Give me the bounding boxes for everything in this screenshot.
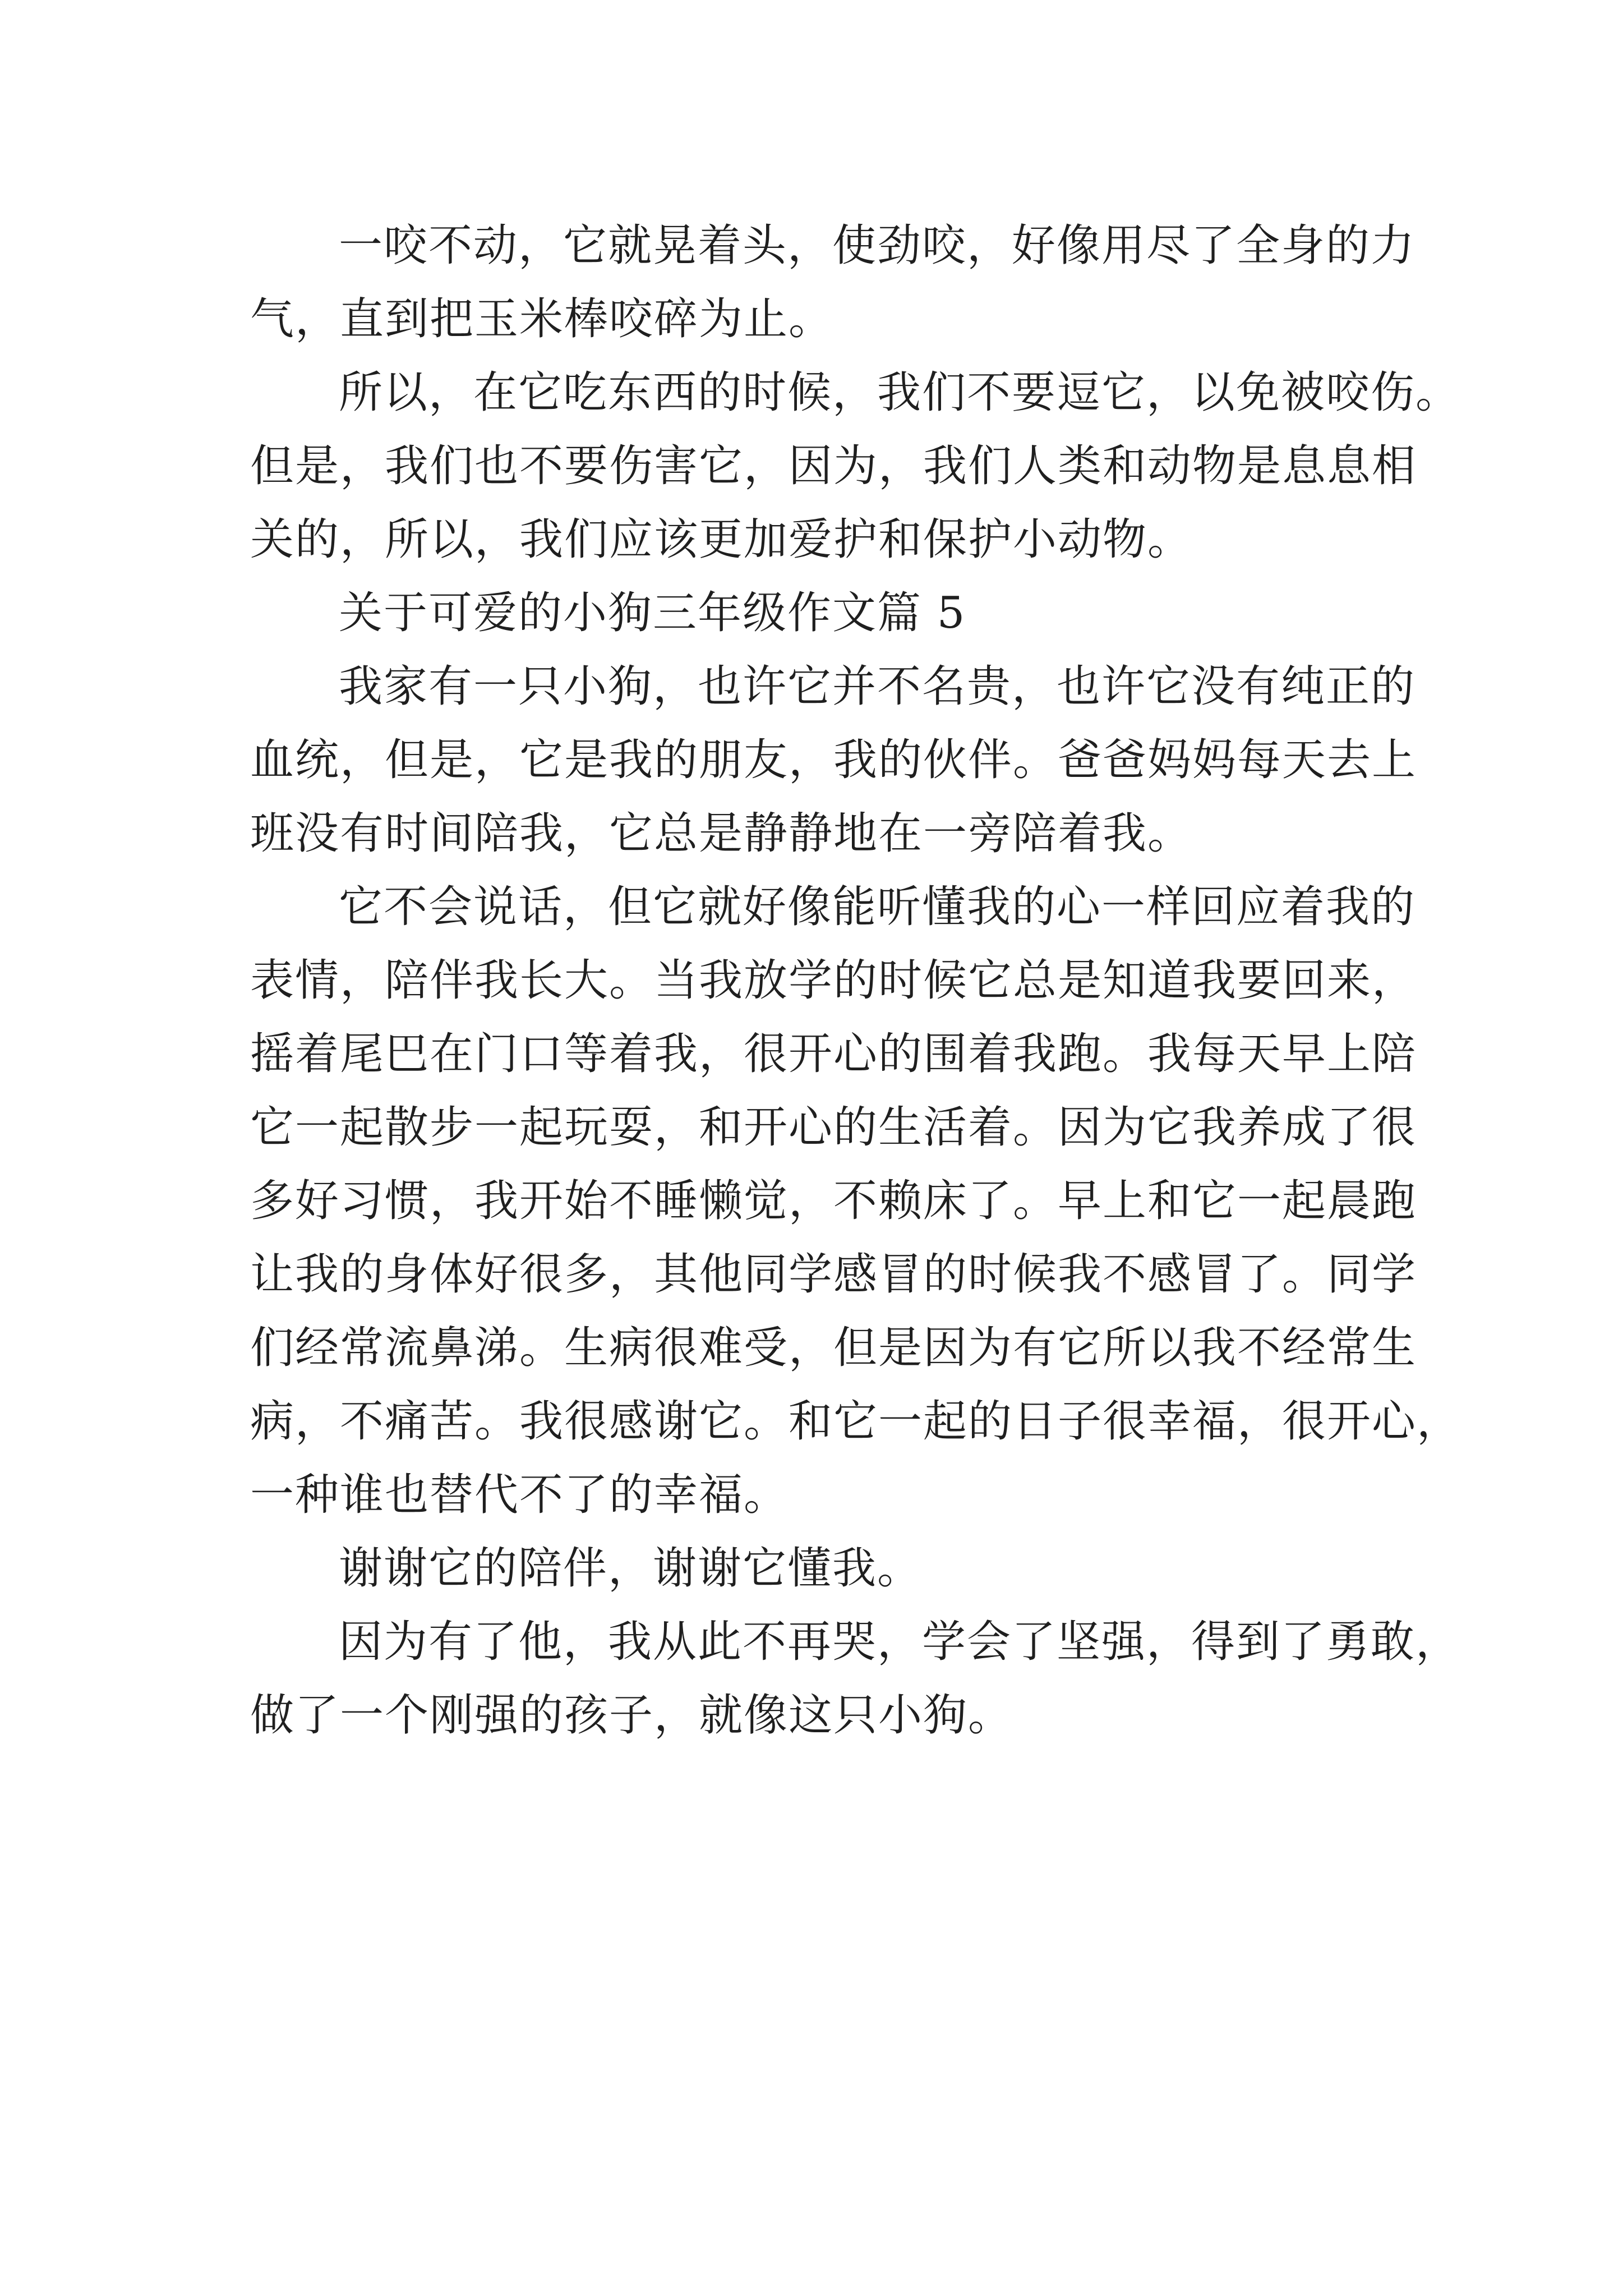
text-line: 一种谁也替代不了的幸福。 [250,1470,789,1520]
text-line: 摇着尾巴在门口等着我，很开心的围着我跑。我每天早上陪 [250,1029,1417,1079]
text-line: 关的，所以，我们应该更加爱护和保护小动物。 [250,514,1193,565]
text-line: 气，直到把玉米棒咬碎为止。 [250,294,834,344]
text-line: 一咬不动，它就晃着头，使劲咬，好像用尽了全身的力 [339,220,1416,271]
text-line: 谢谢它的陪伴，谢谢它懂我。 [339,1543,923,1594]
text-line: 表情，陪伴我长大。当我放学的时候它总是知道我要回来， [250,955,1417,1006]
section-heading: 关于可爱的小狗三年级作文篇 5 [339,588,966,638]
text-line: 但是，我们也不要伤害它，因为，我们人类和动物是息息相 [250,441,1417,491]
text-line: 班没有时间陪我，它总是静静地在一旁陪着我。 [250,808,1193,859]
text-line: 血统，但是，它是我的朋友，我的伙伴。爸爸妈妈每天去上 [250,735,1417,785]
text-line: 它不会说话，但它就好像能听懂我的心一样回应着我的 [339,882,1416,932]
text-line: 它一起散步一起玩耍，和开心的生活着。因为它我养成了很 [250,1102,1417,1153]
text-line: 所以，在它吃东西的时候，我们不要逗它，以免被咬伤。 [339,367,1461,418]
text-line: 多好习惯，我开始不睡懒觉，不赖床了。早上和它一起晨跑 [250,1176,1417,1226]
text-line: 病，不痛苦。我很感谢它。和它一起的日子很幸福，很开心， [250,1396,1462,1447]
text-line: 做了一个刚强的孩子，就像这只小狗。 [250,1690,1013,1741]
text-line: 们经常流鼻涕。生病很难受，但是因为有它所以我不经常生 [250,1323,1417,1373]
text-line: 让我的身体好很多，其他同学感冒的时候我不感冒了。同学 [250,1249,1417,1300]
text-line: 我家有一只小狗，也许它并不名贵，也许它没有纯正的 [339,661,1416,712]
text-line: 因为有了他，我从此不再哭，学会了坚强，得到了勇敢， [339,1617,1461,1667]
